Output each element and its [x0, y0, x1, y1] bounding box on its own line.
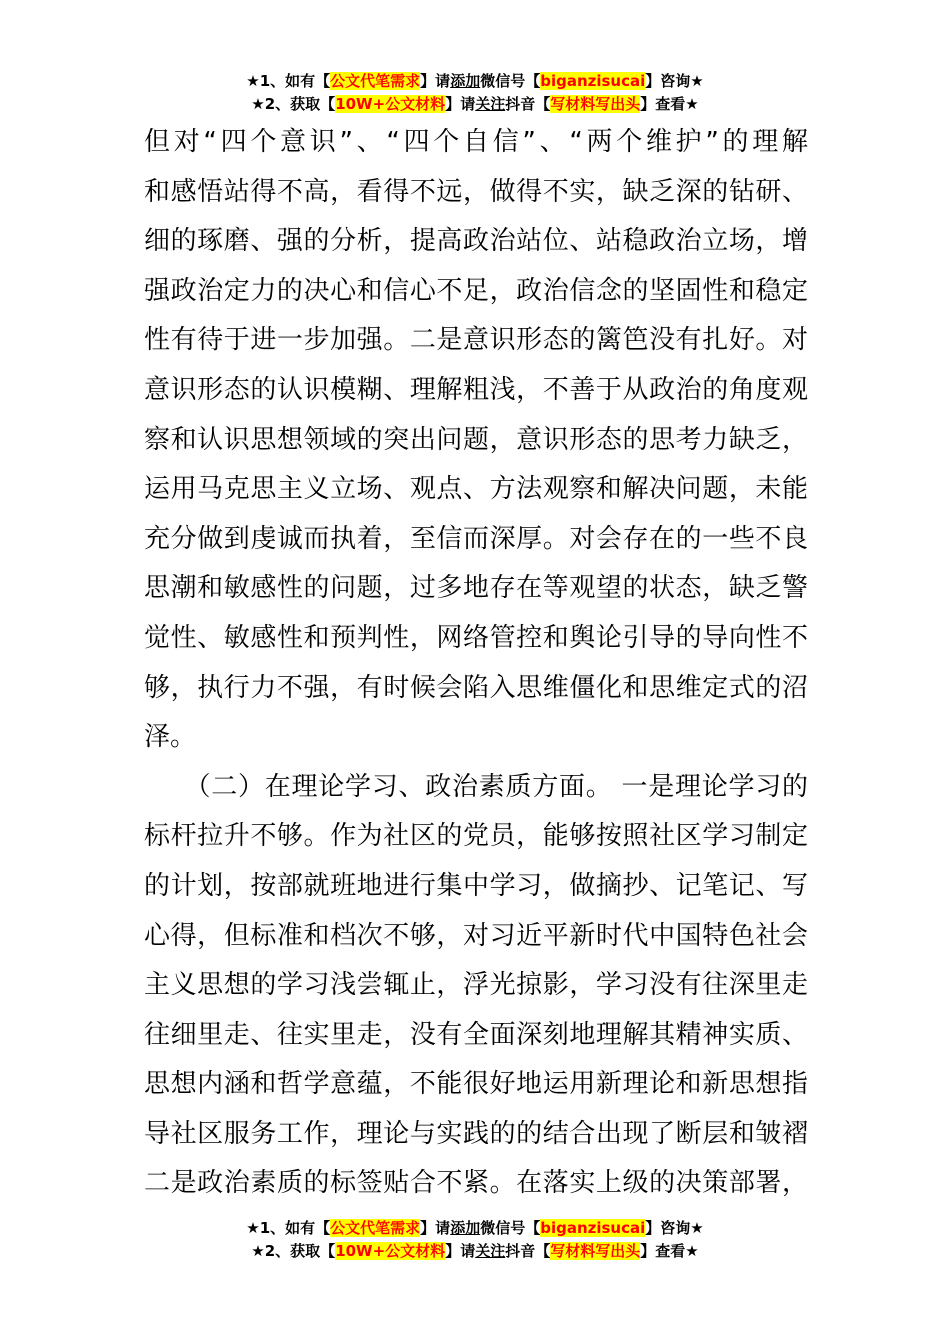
banner-text: 抖音【 [505, 95, 551, 113]
body-line: 的计划，按部就班地进行集中学习，做摘抄、记笔记、写 [144, 870, 808, 901]
body-line: 主义思想的学习浅尝辄止，浮光掠影，学习没有往深里走 [144, 970, 808, 1001]
body-line: 细的琢磨、强的分析，提高政治站位、站稳政治立场，增 [144, 226, 808, 257]
banner-line-2 [0, 93, 950, 116]
body-line: 意识形态的认识模糊、理解粗浅，不善于从政治的角度观 [144, 374, 808, 405]
banner-underline: 添加 [450, 72, 481, 90]
header-banner [0, 70, 950, 116]
body-line: 心得，但标准和档次不够，对习近平新时代中国特色社会 [144, 920, 808, 951]
banner-text: 】咨询★ [645, 1219, 704, 1237]
body-line: 觉性、敏感性和预判性，网络管控和舆论引导的导向性不 [144, 622, 808, 653]
body-line: 和感悟站得不高，看得不远，做得不实，缺乏深的钻研、 [144, 176, 808, 207]
body-line: 思潮和敏感性的问题，过多地存在等观望的状态，缺乏警 [144, 573, 808, 604]
banner-text: ★2、获取【 [251, 95, 336, 113]
banner-highlight: 10W+公文材料 [335, 95, 446, 113]
banner-underline: 添加 [450, 1219, 481, 1237]
banner-text: ★2、获取【 [251, 1242, 336, 1260]
banner-underline: 关注 [475, 1242, 506, 1260]
banner-underline: 关注 [475, 95, 506, 113]
body-line: 察和认识思想领域的突出问题，意识形态的思考力缺乏， [144, 424, 808, 455]
banner-text: 】咨询★ [645, 72, 704, 90]
banner-text: 】请 [445, 95, 476, 113]
banner-line-1 [0, 1217, 950, 1240]
document-body [144, 118, 808, 1209]
banner-text: 】请 [420, 1219, 451, 1237]
banner-text: ★1、如有【 [246, 1219, 331, 1237]
footer-banner [0, 1217, 950, 1263]
banner-line-1 [0, 70, 950, 93]
body-line: 标杆拉升不够。作为社区的党员，能够按照社区学习制定 [144, 821, 808, 852]
banner-text: 微信号【 [480, 1219, 541, 1237]
banner-highlight: 10W+公文材料 [335, 1242, 446, 1260]
banner-text: 微信号【 [480, 72, 541, 90]
banner-highlight: 写材料写出头 [550, 1242, 641, 1260]
banner-highlight: 写材料写出头 [550, 95, 641, 113]
body-line: 强政治定力的决心和信心不足，政治信念的坚固性和稳定 [144, 275, 808, 306]
body-line: 思想内涵和哲学意蕴，不能很好地运用新理论和新思想指 [144, 1069, 808, 1100]
body-line: 充分做到虔诚而执着，至信而深厚。对会存在的一些不良 [144, 523, 808, 554]
banner-line-2 [0, 1240, 950, 1263]
banner-text: ★1、如有【 [246, 72, 331, 90]
body-line: 泽。 [144, 722, 197, 753]
banner-text: 】查看★ [640, 1242, 699, 1260]
banner-highlight: 公文代笔需求 [330, 72, 421, 90]
banner-highlight: 公文代笔需求 [330, 1219, 421, 1237]
banner-highlight: biganzisucai [540, 72, 646, 90]
body-line: 导社区服务工作，理论与实践的的结合出现了断层和皱褶 [144, 1118, 808, 1149]
banner-highlight: biganzisucai [540, 1219, 646, 1237]
banner-text: 抖音【 [505, 1242, 551, 1260]
body-line: 性有待于进一步加强。二是意识形态的篱笆没有扎好。对 [144, 325, 808, 356]
banner-text: 】请 [420, 72, 451, 90]
body-line: 往细里走、往实里走，没有全面深刻地理解其精神实质、 [144, 1019, 808, 1050]
body-line: 但对“四个意识”、“四个自信”、“两个维护”的理解 [144, 127, 808, 157]
body-line: （二）在理论学习、政治素质方面。 一是理论学习的 [144, 771, 808, 802]
banner-text: 】查看★ [640, 95, 699, 113]
banner-text: 】请 [445, 1242, 476, 1260]
body-line: 够，执行力不强，有时候会陷入思维僵化和思维定式的沼 [144, 672, 808, 703]
body-line: 二是政治素质的标签贴合不紧。在落实上级的决策部署， [144, 1168, 808, 1199]
body-line: 运用马克思主义立场、观点、方法观察和解决问题，未能 [144, 474, 808, 505]
